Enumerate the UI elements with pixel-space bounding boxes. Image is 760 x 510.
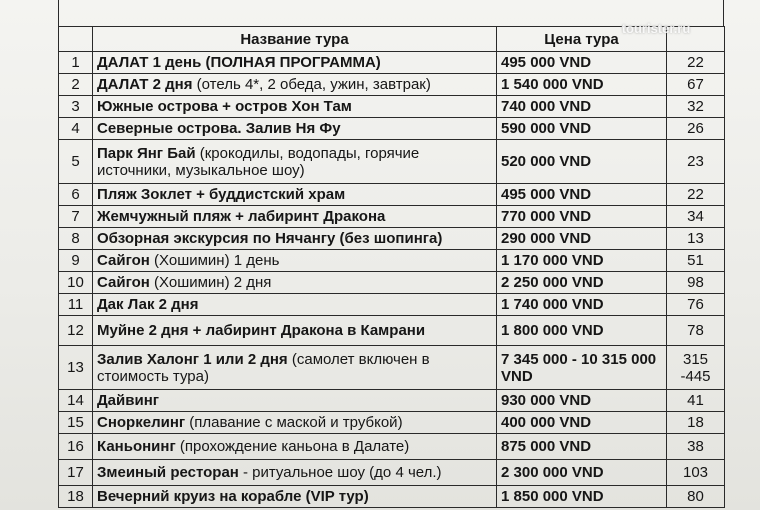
row-tour-price: 520 000 VND: [497, 140, 667, 184]
row-tour-name-main: Сноркелинг: [97, 414, 186, 431]
row-tour-price: 1 740 000 VND: [497, 294, 667, 316]
row-tour-name-main: Дайвинг: [97, 392, 159, 409]
row-extra-value: 32: [667, 96, 725, 118]
row-tour-name-main: Парк Янг Бай: [97, 144, 196, 162]
row-tour-name-main: Жемчужный пляж + лабиринт Дракона: [97, 208, 386, 225]
table-row: [59, 272, 725, 294]
row-number: 12: [59, 316, 93, 346]
row-tour-name-details: (прохождение каньона в Далате): [175, 438, 410, 455]
row-tour-price: 7 345 000 - 10 315 000 VND: [497, 346, 667, 390]
row-extra-value: 13: [667, 228, 725, 250]
row-tour-price: 770 000 VND: [497, 206, 667, 228]
row-number: 10: [59, 272, 93, 294]
table-row: [59, 228, 725, 250]
row-number: 6: [59, 184, 93, 206]
row-number: 13: [59, 346, 93, 390]
row-extra-value: 23: [667, 140, 725, 184]
row-tour-name-main: Сайгон: [97, 274, 150, 291]
row-tour-name-main: Сайгон: [97, 252, 150, 269]
row-extra-value: 18: [667, 412, 725, 434]
row-number: 3: [59, 96, 93, 118]
row-tour-name: [93, 228, 497, 250]
row-tour-name: [93, 118, 497, 140]
row-tour-name-main: Пляж Зоклет + буддистский храм: [97, 186, 346, 203]
table-row: [59, 250, 725, 272]
row-tour-price: 495 000 VND: [497, 52, 667, 74]
row-number: 18: [59, 486, 93, 508]
row-extra-value: 22: [667, 184, 725, 206]
row-tour-name-details: (крокодилы, водопады, горячие источники, музыкальное шоу): [97, 144, 420, 179]
row-tour-name: [93, 74, 497, 96]
row-extra-value: 98: [667, 272, 725, 294]
row-number: 8: [59, 228, 93, 250]
row-extra-value: 22: [667, 52, 725, 74]
row-tour-name-details: (отель 4*, 2 обеда, ужин, завтрак): [192, 76, 431, 93]
row-tour-name: [93, 316, 497, 346]
row-tour-name: [93, 206, 497, 228]
row-extra-value: 41: [667, 390, 725, 412]
row-tour-price: 875 000 VND: [497, 434, 667, 460]
row-tour-name: [93, 412, 497, 434]
row-tour-price: 740 000 VND: [497, 96, 667, 118]
table-row: [59, 434, 725, 460]
row-extra-value: 38: [667, 434, 725, 460]
row-number: 1: [59, 52, 93, 74]
row-tour-name-main: Северные острова. Залив Ня Фу: [97, 120, 341, 137]
row-tour-price: 495 000 VND: [497, 184, 667, 206]
row-extra-value: 26: [667, 118, 725, 140]
row-tour-price: 1 850 000 VND: [497, 486, 667, 508]
row-tour-name: [93, 52, 497, 74]
row-tour-price: 400 000 VND: [497, 412, 667, 434]
row-tour-name: [93, 460, 497, 486]
row-tour-name: [93, 390, 497, 412]
table-row: [59, 486, 725, 508]
tour-price-table: [58, 26, 725, 508]
table-row: [59, 460, 725, 486]
row-number: 4: [59, 118, 93, 140]
row-tour-name-main: ДАЛАТ 2 дня: [97, 76, 193, 93]
row-tour-name-main: Залив Халонг 1 или 2 дня: [97, 350, 288, 368]
row-tour-name: [93, 96, 497, 118]
row-number: 7: [59, 206, 93, 228]
row-extra-value: 76: [667, 294, 725, 316]
row-extra-value: 103: [667, 460, 725, 486]
table-row: [59, 412, 725, 434]
row-tour-name: [93, 346, 497, 390]
row-tour-name-main: Каньонинг: [97, 438, 176, 455]
header-tour-name: Название тура: [93, 27, 497, 52]
row-extra-value: 51: [667, 250, 725, 272]
row-tour-name-main: ДАЛАТ 1 день (ПОЛНАЯ ПРОГРАММА): [97, 54, 381, 71]
row-tour-name-main: Змеиный ресторан: [97, 464, 239, 481]
row-extra-value: 315 -445: [667, 346, 725, 390]
row-tour-name-details: (Хошимин) 1 день: [149, 252, 280, 269]
table-row: [59, 346, 725, 390]
row-number: 14: [59, 390, 93, 412]
row-tour-name: [93, 184, 497, 206]
row-tour-price: 2 250 000 VND: [497, 272, 667, 294]
row-tour-price: 2 300 000 VND: [497, 460, 667, 486]
row-number: 11: [59, 294, 93, 316]
table-row: [59, 206, 725, 228]
row-extra-value: 34: [667, 206, 725, 228]
table-row: [59, 96, 725, 118]
row-number: 2: [59, 74, 93, 96]
row-number: 17: [59, 460, 93, 486]
row-tour-name-details: (Хошимин) 2 дня: [149, 274, 272, 291]
row-tour-name: [93, 250, 497, 272]
row-tour-name-details: (самолет включен в стоимость тура): [97, 350, 430, 385]
table-row: [59, 140, 725, 184]
row-number: 9: [59, 250, 93, 272]
header-num: [59, 27, 93, 52]
row-tour-name: [93, 486, 497, 508]
table-row: [59, 390, 725, 412]
table-row: [59, 118, 725, 140]
row-tour-price: 590 000 VND: [497, 118, 667, 140]
watermark-logo: tourister.ru: [621, 21, 691, 36]
row-tour-name: [93, 272, 497, 294]
row-tour-name-main: Обзорная экскурсия по Нячангу (без шопинга): [97, 230, 443, 247]
row-tour-name-main: Вечерний круиз на корабле (VIP тур): [97, 488, 369, 505]
row-tour-name-details: - ритуальное шоу (до 4 чел.): [238, 464, 442, 481]
header-tour-price: Цена тура: [497, 27, 667, 52]
table-row: [59, 294, 725, 316]
row-tour-price: 1 540 000 VND: [497, 74, 667, 96]
row-tour-name: [93, 294, 497, 316]
row-tour-name-main: Муйне 2 дня + лабиринт Дракона в Камрани: [97, 322, 426, 339]
row-number: 16: [59, 434, 93, 460]
table-row: [59, 316, 725, 346]
row-tour-name-main: Дак Лак 2 дня: [97, 296, 199, 313]
row-extra-value: 78: [667, 316, 725, 346]
table-row: [59, 184, 725, 206]
row-tour-price: 290 000 VND: [497, 228, 667, 250]
row-tour-price: 1 800 000 VND: [497, 316, 667, 346]
row-tour-price: 930 000 VND: [497, 390, 667, 412]
table-row: [59, 74, 725, 96]
row-number: 5: [59, 140, 93, 184]
row-number: 15: [59, 412, 93, 434]
row-tour-name-main: Южные острова + остров Хон Там: [97, 98, 352, 115]
row-extra-value: 80: [667, 486, 725, 508]
row-extra-value: 67: [667, 74, 725, 96]
row-tour-price: 1 170 000 VND: [497, 250, 667, 272]
row-tour-name: [93, 140, 497, 184]
row-tour-name: [93, 434, 497, 460]
row-tour-name-details: (плавание с маской и трубкой): [185, 414, 403, 431]
